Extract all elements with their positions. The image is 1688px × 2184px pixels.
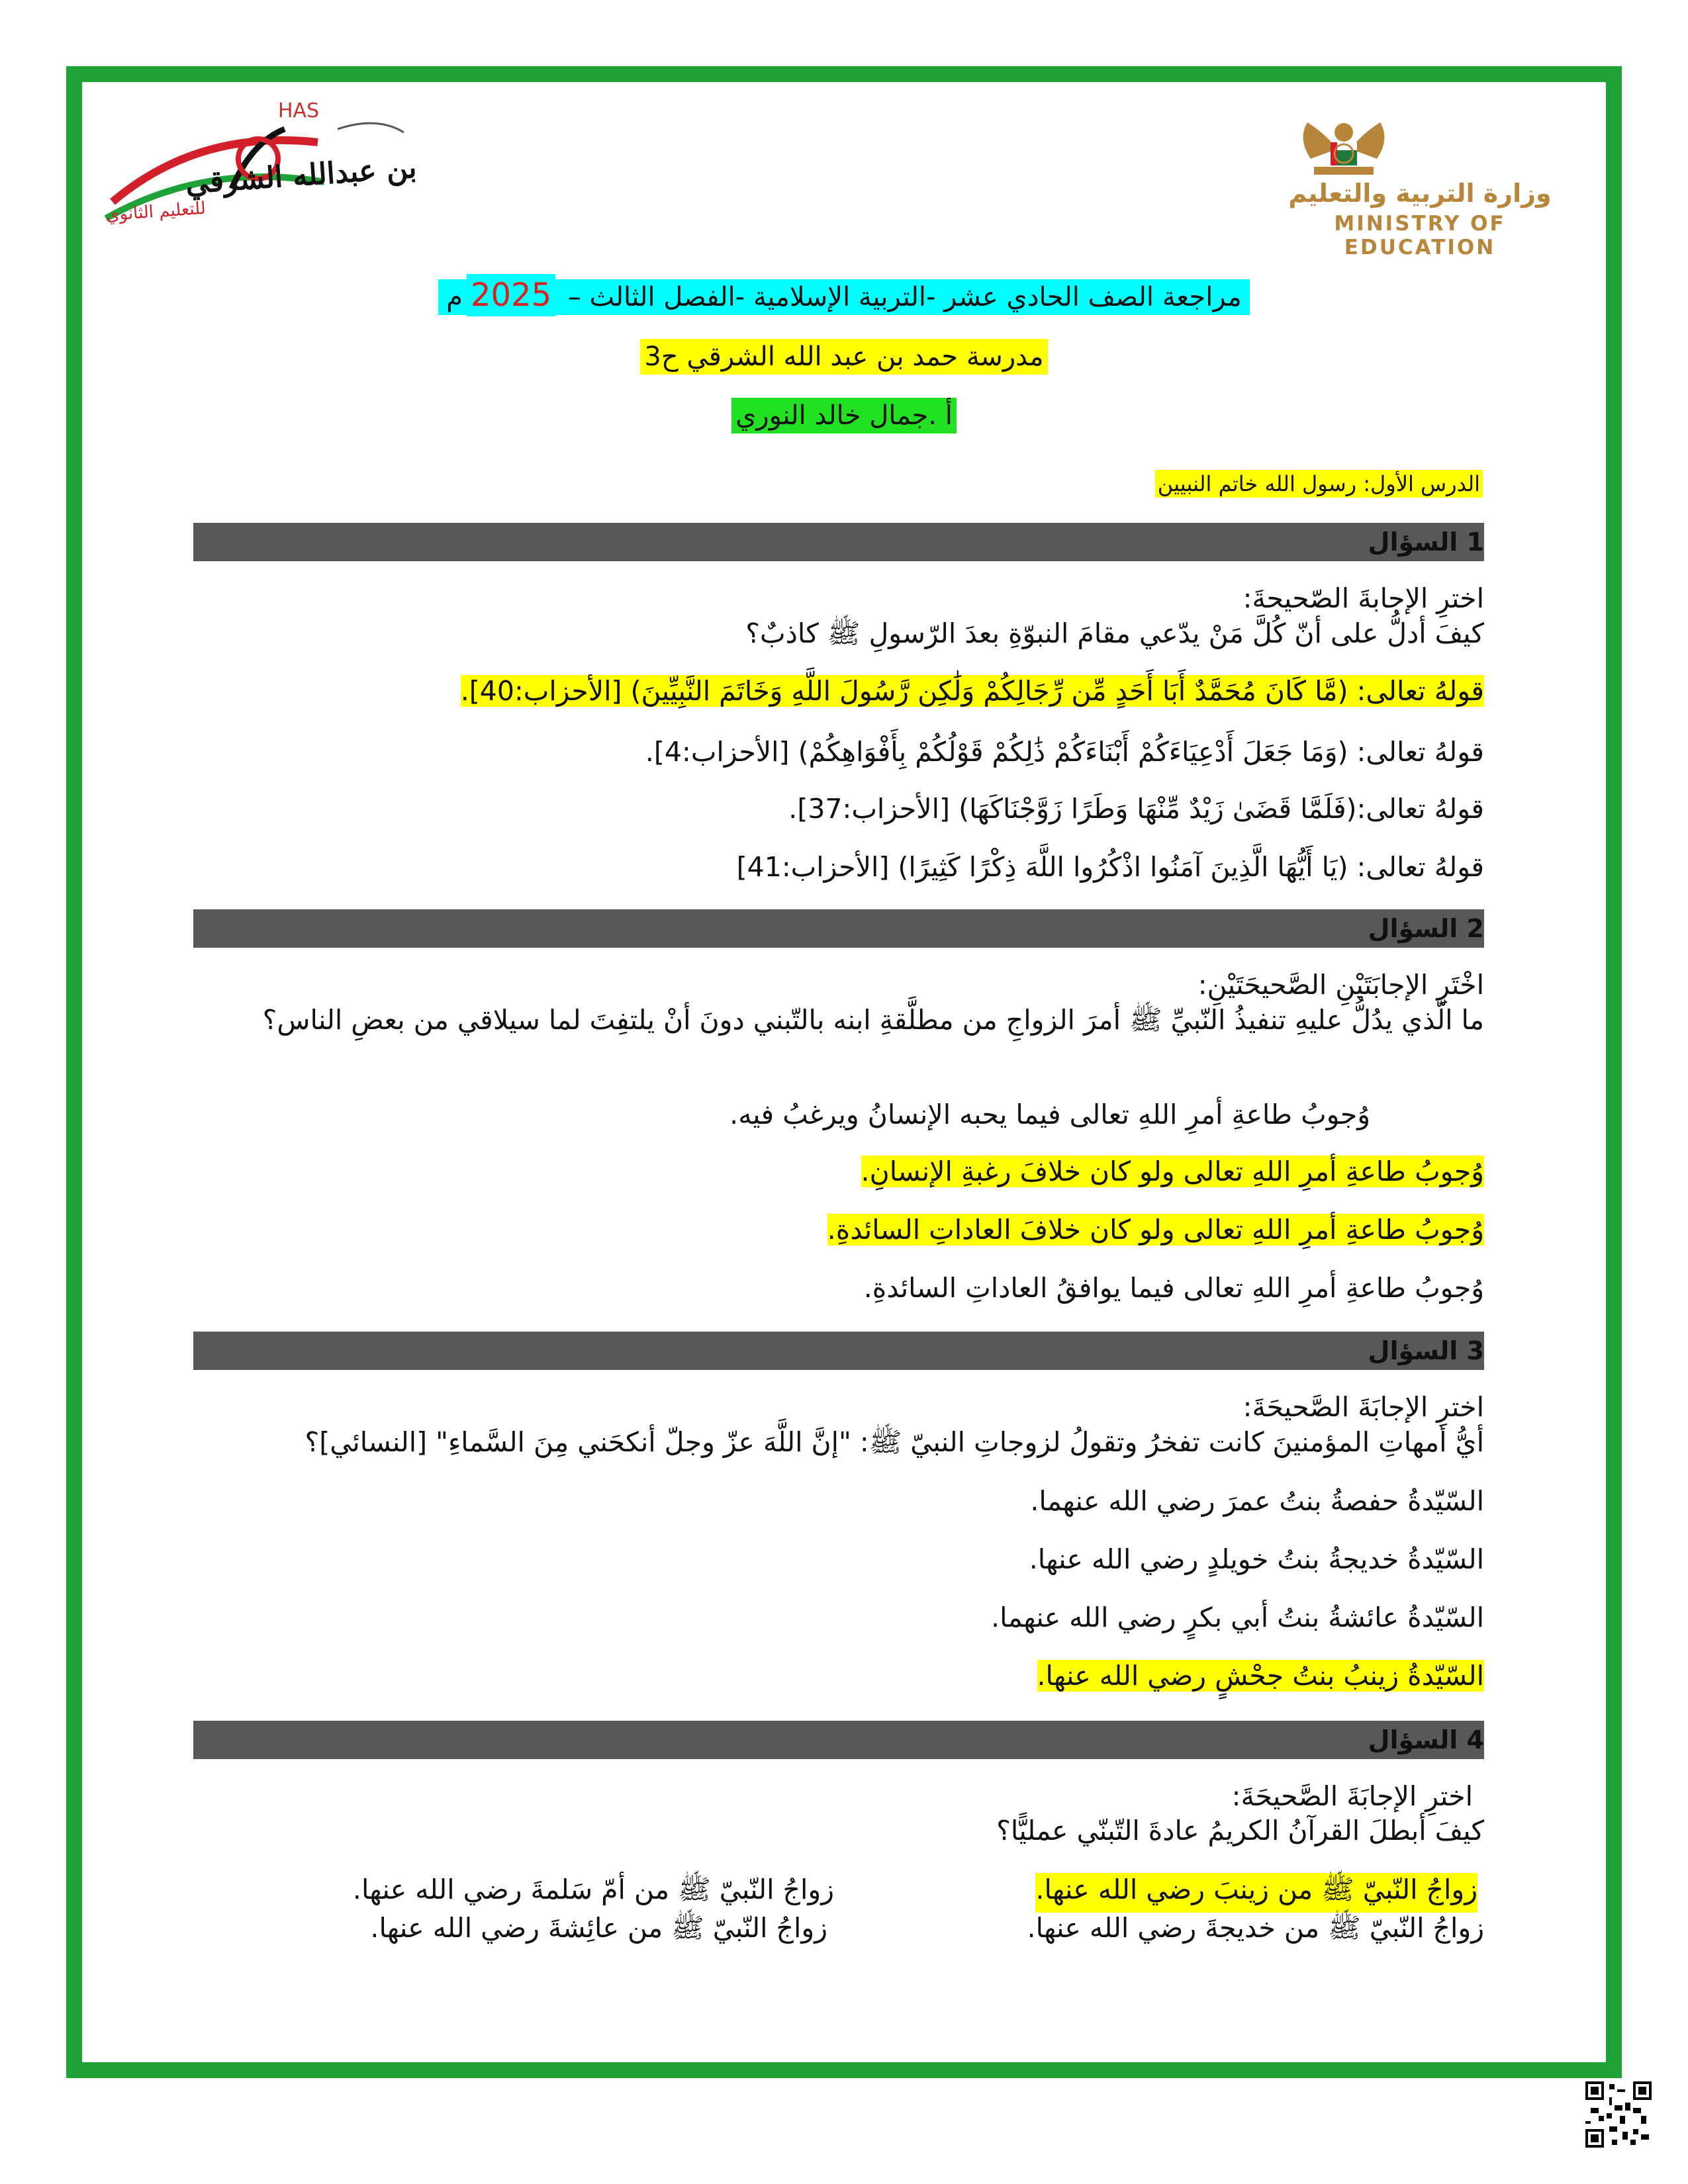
- title-year: 2025: [467, 274, 555, 316]
- question-1-header: [193, 523, 1484, 561]
- school-name: مدرسة حمد بن عبد الله الشرقي ح3: [640, 339, 1047, 375]
- school-logo-name: بن عبدالله الشرقي: [184, 150, 418, 201]
- question-4-label: 4 السؤال: [1368, 1725, 1484, 1754]
- question-3-instruction: اخترِ الإجابَةَ الصَّحيحَةَ:: [1243, 1391, 1484, 1423]
- question-2-choice-2[interactable]: وُجوبُ طاعةِ أمرِ اللهِ تعالى ولو كان خلافَ رغبةِ الإنسانِ.: [861, 1156, 1484, 1187]
- question-4-choice-1[interactable]: زواجُ النّبيّ ﷺ من زينبَ رضي الله عنها.: [1035, 1873, 1477, 1913]
- question-1-choice-4[interactable]: قولهُ تعالى: (يَا أَيُّهَا الَّذِينَ آمَنُوا اذْكُرُوا اللَّهَ ذِكْرًا كَثِيرًا) [الأحزاب:41]: [736, 851, 1484, 883]
- school-name-line: [0, 341, 1688, 372]
- school-logo: [99, 99, 430, 235]
- title-suffix: م: [442, 279, 467, 315]
- question-3-header: [193, 1332, 1484, 1370]
- question-4-choice-4[interactable]: زواجُ النّبيّ ﷺ من عائِشةَ رضي الله عنها.: [370, 1912, 827, 1944]
- page-title: [0, 277, 1688, 314]
- question-2-choice-4[interactable]: وُجوبُ طاعةِ أمرِ اللهِ تعالى فيما يوافقُ العاداتِ السائدةِ.: [863, 1272, 1484, 1304]
- question-2-header: [193, 909, 1484, 948]
- title-main: مراجعة الصف الحادي عشر -التربية الإسلامية -الفصل الثالث –: [555, 279, 1246, 315]
- question-1-prompt: كيفَ أدلُّ على أنّ كُلَّ مَنْ يدّعي مقامَ النبوّةِ بعدَ الرّسولِ ﷺ كاذبٌ؟: [745, 617, 1484, 649]
- question-4-choice-3[interactable]: زواجُ النّبيّ ﷺ من خديجةَ رضي الله عنها.: [1027, 1912, 1484, 1944]
- school-logo-initials: HAS: [278, 99, 320, 122]
- lesson-title: الدرس الأول: رسول الله خاتم النبيين: [1155, 470, 1483, 498]
- question-2-prompt: ما الّذي يدُلُّ عليهِ تنفيذُ النّبيِّ ﷺ أمرَ الزواجِ من مطلَّقةِ ابنه بالتّبني دونَ أنْ يلتفِتَ لما سيلاقي من بعضِ الناس؟: [262, 1004, 1484, 1036]
- question-2-label: 2 السؤال: [1368, 914, 1484, 943]
- question-4-prompt: كيفَ أبطلَ القرآنُ الكريمُ عادةَ التّبنّي عمليًّا؟: [996, 1815, 1484, 1846]
- question-4-choice-2[interactable]: زواجُ النّبيّ ﷺ من أمّ سَلمةَ رضي الله عنها.: [352, 1874, 834, 1905]
- question-1-choice-2[interactable]: قولهُ تعالى: (وَمَا جَعَلَ أَدْعِيَاءَكُمْ أَبْنَاءَكُمْ ذَٰلِكُمْ قَوْلُكُمْ بِأَفْوَاهِكُمْ) [الأحزاب:4].: [645, 736, 1484, 768]
- ministry-name-ar: وزارة التربية والتعليم: [1288, 179, 1552, 208]
- ministry-name-en: MINISTRY OF EDUCATION: [1334, 212, 1506, 259]
- question-3-choice-4[interactable]: السّيّدةُ زينبُ بنتُ جحْشٍ رضي الله عنها.: [1037, 1660, 1484, 1692]
- question-2-instruction: اخْتَرِ الإجابَتَيْنِ الصَّحيحَتَيْنِ:: [1197, 969, 1484, 1001]
- question-2-choice-1[interactable]: وُجوبُ طاعةِ أمرِ اللهِ تعالى فيما يحبه الإنسانُ ويرغبُ فيه.: [729, 1099, 1370, 1130]
- falcon-emblem-icon: [1278, 113, 1562, 179]
- school-logo-subtitle: للتعليم الثانوي: [105, 198, 207, 226]
- question-1-instruction: اخترِ الإجابةَ الصّحيحةَ:: [1243, 582, 1484, 614]
- question-3-prompt: أيُّ أمهاتِ المؤمنينَ كانت تفخرُ وتقولُ لزوجاتِ النبيّ ﷺ: "إنَّ اللَّهَ عزّ وجلّ أنكحَني مِنَ السَّماءِ" [النسائي]؟: [305, 1426, 1484, 1458]
- teacher-line: [0, 400, 1688, 431]
- question-1-choice-1[interactable]: قولهُ تعالى: (مَّا كَانَ مُحَمَّدٌ أَبَا أَحَدٍ مِّن رِّجَالِكُمْ وَلَٰكِن رَّسُولَ اللَّهِ وَخَاتَمَ النَّبِيِّينَ) [الأحزاب:40].: [460, 675, 1484, 707]
- question-1-label: 1 السؤال: [1368, 527, 1484, 557]
- question-2-choice-3[interactable]: وُجوبُ طاعةِ أمرِ اللهِ تعالى ولو كان خلافَ العاداتِ السائدةِ.: [827, 1214, 1484, 1246]
- question-3-choice-3[interactable]: السّيّدةُ عائشةُ بنتُ أبي بكرٍ رضي الله عنهما.: [991, 1602, 1484, 1633]
- question-4-instruction: اخترِ الإجابَةَ الصَّحيحَةَ:: [1231, 1780, 1473, 1812]
- teacher-name: أ .جمال خالد النوري: [731, 398, 957, 433]
- question-3-choice-2[interactable]: السّيّدةُ خديجةُ بنتُ خويلدٍ رضي الله عنها.: [1029, 1543, 1484, 1575]
- question-3-label: 3 السؤال: [1368, 1336, 1484, 1365]
- question-1-choice-3[interactable]: قولهُ تعالى:(فَلَمَّا قَضَىٰ زَيْدٌ مِّنْهَا وَطَرًا زَوَّجْنَاكَهَا) [الأحزاب:37].: [788, 793, 1484, 825]
- question-3-choice-1[interactable]: السّيّدةُ حفصةُ بنتُ عمرَ رضي الله عنهما.: [1030, 1485, 1484, 1517]
- question-4-header: [193, 1721, 1484, 1759]
- qr-code-icon: [1585, 2081, 1652, 2148]
- ministry-logo: [1278, 113, 1562, 259]
